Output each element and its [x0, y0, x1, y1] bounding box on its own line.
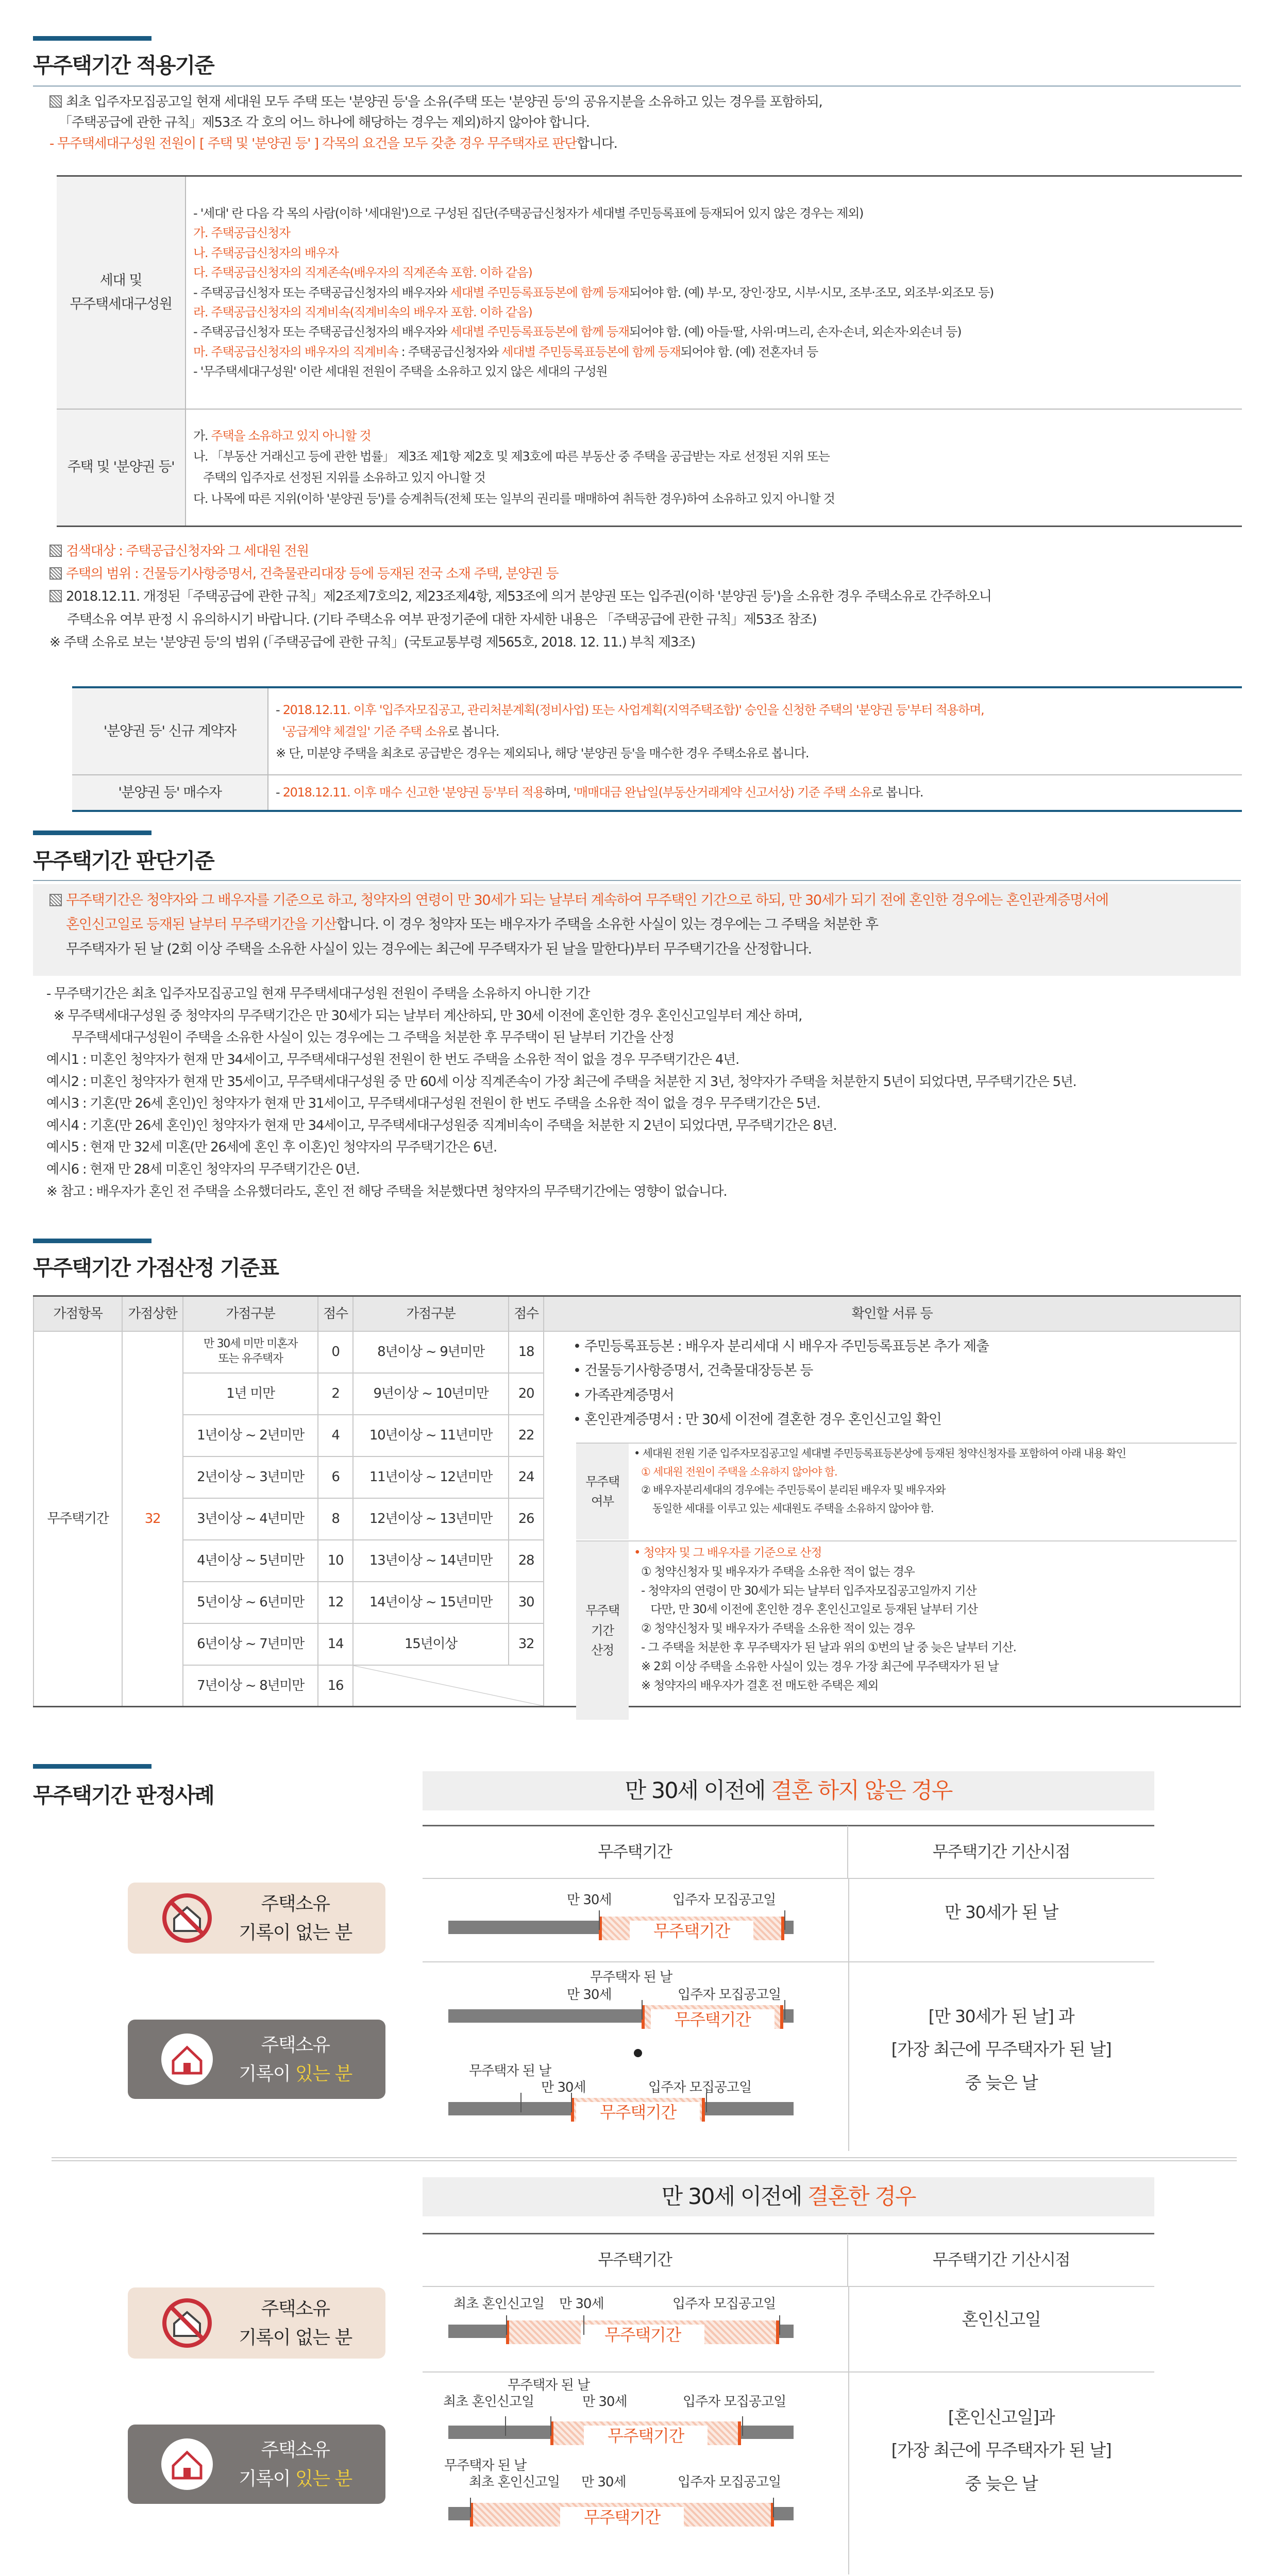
timeline-tick	[470, 2498, 471, 2517]
no-house-icon	[159, 2295, 215, 2351]
no-house-icon-svg	[159, 1890, 215, 1946]
hh-line	[193, 283, 1235, 302]
txt: 되어야 함. (예) 부·모, 장인·장모, 시부·시모, 조부·조모, 외조부·외조모 등)	[629, 285, 994, 300]
badge-line: 주택소유	[261, 2298, 330, 2319]
score-cell: 16	[318, 1665, 353, 1707]
example-line: 예시3 : 기혼(만 26세 혼인)인 청약자가 현재 만 31세이고, 무주택세대구성원 전원이 한 번도 주택을 소유한 적이 없을 경우 무주택기간은 5년.	[46, 1096, 820, 1112]
q1-line	[276, 721, 1235, 742]
doc-line: ② 배우자분리세대의 경우에는 주민등록이 분리된 배우자 및 배우자와	[641, 1484, 946, 1497]
txt: 결혼 하지 않은 경우	[771, 1778, 952, 1804]
section-bar	[33, 36, 152, 41]
section-title-2: 무주택기간 판단기준	[33, 849, 214, 873]
became-no-label: 무주택자 된 날	[590, 1970, 672, 1985]
notice-label: 입주자 모집공고일	[648, 2080, 752, 2095]
score-cell: 30	[509, 1582, 544, 1623]
house-icon-svg	[159, 2031, 215, 2088]
section-title-3: 무주택기간 가점산정 기준표	[33, 1256, 278, 1280]
col-header: 가점상한	[122, 1296, 183, 1331]
table-header-row	[33, 1296, 1240, 1331]
txt: 주택을 소유하고 있지 아니할 것	[211, 428, 371, 443]
house-line: 나. 「부동산 거래신고 등에 관한 법률」 제3조 제1항 제2호 및 제3호에 따른 부동산 중 주택을 공급받는 자로 선정된 지위 또는	[193, 449, 830, 464]
result-married-has-house	[849, 2401, 1153, 2500]
badge-no-house-1	[128, 1883, 385, 1954]
txt: 중 늦은 날	[965, 2072, 1038, 2093]
badge-line: 기록이 없는 분	[239, 1922, 352, 1943]
table-row	[72, 687, 1242, 775]
timeline-tick	[520, 2093, 521, 2112]
result-unmarried-no-house: 만 30세가 된 날	[945, 1902, 1058, 1922]
badge-line	[205, 2060, 385, 2089]
empty-cell	[353, 1665, 544, 1707]
hatch-square-icon	[49, 567, 62, 580]
example-line: 예시5 : 현재 만 32세 미혼(만 26세에 혼인 후 이혼)인 청약자의 무주택기간은 6년.	[46, 1140, 497, 1156]
txt: 혼인신고일로 등재된 날부터 무주택기간을 기산	[66, 917, 336, 933]
timeline-tick	[506, 2315, 507, 2335]
doc-item: • 혼인관계증명서 : 만 30세 이전에 결혼한 경우 혼인신고일 확인	[573, 1411, 941, 1428]
txt: 로 봅니다.	[871, 785, 923, 800]
range-cell: 1년이상 ~ 2년미만	[183, 1415, 318, 1456]
table-row	[57, 176, 1242, 409]
col-header: 무주택기간 기산시점	[932, 2250, 1070, 2269]
score-cell: 2	[318, 1373, 353, 1415]
txt: 되어야 함. (예) 아들·딸, 사위·며느리, 손자·손녀, 외손자·외손녀 등)	[629, 325, 962, 340]
range-cell: 7년이상 ~ 8년미만	[183, 1665, 318, 1707]
doc-line: 다만, 만 30세 이전에 혼인한 경우 혼인신고일로 등재된 날부터 기산	[641, 1603, 978, 1617]
doc-line: - 청약자의 연령이 만 30세가 되는 날부터 입주자모집공고일까지 기산	[641, 1584, 977, 1598]
txt: - 주택공급신청자 또는 주택공급신청자의 배우자와	[193, 325, 450, 340]
txt: [가장 최근에 무주택자가 된 날]	[891, 2039, 1112, 2060]
row-content-house	[186, 409, 1242, 527]
score-cell: 4	[318, 1415, 353, 1456]
hh-line: - '무주택세대구성원' 이란 세대원 전원이 주택을 소유하고 있지 않은 세대의 구성원	[193, 364, 608, 379]
notice-label: 입주자 모집공고일	[683, 2394, 786, 2410]
period-label: 무주택기간	[630, 1921, 753, 1942]
txt: 세대별 주민등록표등본에 함께 등재	[450, 285, 629, 300]
timeline-tick	[773, 2498, 774, 2517]
timeline-tick	[784, 2000, 785, 2020]
txt: [만 30세가 된 날] 과	[928, 2006, 1074, 2026]
judgement-line-3: 무주택자가 된 날 (2회 이상 주택을 소유한 사실이 있는 경우에는 최근에 무주택자가 된 날을 말한다)부터 무주택기간을 산정합니다.	[66, 941, 812, 957]
col-header: 점수	[509, 1296, 544, 1331]
range-cell: 11년이상 ~ 12년미만	[353, 1456, 509, 1498]
doc-box-label: 무주택 기간 산정	[576, 1541, 629, 1720]
age30-label: 만 30세	[559, 2296, 604, 2312]
hatch-square-icon	[49, 894, 62, 906]
timeline-tick	[599, 1910, 600, 1930]
doc-line: ※ 청약자의 배우자가 결혼 전 매도한 주택은 제외	[641, 1679, 879, 1692]
note-1: 검색대상 : 주택공급신청자와 그 세대원 전원	[66, 544, 309, 559]
doc-item: • 건물등기사항증명서, 건축물대장등본 등	[573, 1363, 813, 1379]
notice-label: 입주자 모집공고일	[672, 1892, 776, 1908]
txt: [가장 최근에 무주택자가 된 날]	[891, 2440, 1112, 2461]
score-cell: 8	[318, 1498, 353, 1540]
col-header: 가점항목	[33, 1296, 122, 1331]
badge-line: 주택소유	[261, 2439, 330, 2461]
table-row	[72, 775, 1242, 811]
range-cell: 6년이상 ~ 7년미만	[183, 1623, 318, 1665]
badge-line: 기록이 없는 분	[239, 2327, 352, 2348]
result-unmarried-has-house	[849, 2000, 1153, 2099]
col-header: 점수	[318, 1296, 353, 1331]
q1-line: ※ 단, 미분양 주택을 최초로 공급받은 경우는 제외되나, 해당 '분양권 등'을 매수한 경우 주택소유로 봅니다.	[276, 745, 809, 760]
txt: [혼인신고일]과	[948, 2407, 1055, 2427]
txt: 만 30세 이전에	[625, 1778, 771, 1804]
no-house-period	[506, 2320, 779, 2344]
criteria-intro	[49, 92, 1260, 154]
badge-has-house-2	[128, 2425, 385, 2504]
hh-line: 다. 주택공급신청자의 직계존속(배우자의 직계존속 포함. 이하 같음)	[193, 265, 532, 280]
intro-line-3-tail: 합니다.	[577, 135, 617, 151]
result-married-no-house: 혼인신고일	[962, 2309, 1041, 2329]
doc-line: ① 청약신청자 및 배우자가 주택을 소유한 적이 없는 경우	[641, 1565, 915, 1579]
no-house-icon	[159, 1890, 215, 1946]
range-cell: 14년이상 ~ 15년미만	[353, 1582, 509, 1623]
notice-label: 입주자 모집공고일	[672, 2296, 776, 2312]
row-content-buyer	[268, 775, 1242, 811]
example-line: ※ 무주택세대구성원 중 청약자의 무주택기간은 만 30세가 되는 날부터 계산하되, 만 30세 이전에 혼인한 경우 혼인신고일부터 계산 하며,	[46, 1008, 802, 1024]
case-table-unmarried	[423, 1825, 1154, 2149]
score-cell: 0	[318, 1331, 353, 1373]
doc-box-content	[629, 1444, 1131, 1539]
no-house-icon-svg	[159, 2295, 215, 2351]
example-line: ※ 참고 : 배우자가 혼인 전 주택을 소유했더라도, 혼인 전 해당 주택을 처분했다면 청약자의 무주택기간에는 영향이 없습니다.	[46, 1183, 727, 1199]
hatch-square-icon	[49, 590, 62, 602]
txt: 기록이	[239, 2468, 295, 2489]
txt: 하며,	[544, 785, 574, 800]
table-row	[57, 409, 1242, 527]
badge-line: 주택소유	[261, 2035, 330, 2056]
section-title-4: 무주택기간 판정사례	[33, 1783, 214, 1808]
hh-line: - '세대' 란 다음 각 목의 사람(이하 '세대원')으로 구성된 집단(주택공급신청자가 세대별 주민등록표에 등재되어 있지 않은 경우는 제외)	[193, 206, 864, 221]
note-3: 2018.12.11. 개정된「주택공급에 관한 규칙」제2조제7호의2, 제23조제4항, 제53조에 의거 분양권 또는 입주권(이하 '분양권 등')을 소유한 경우 주택소유로 간주하오니	[66, 589, 991, 605]
notice-label: 입주자 모집공고일	[678, 1987, 781, 2003]
doc-line: • 세대원 전원 기준 입주자모집공고일 세대별 주민등록표등본상에 등재된 청약신청자를 포함하여 아래 내용 확인	[634, 1447, 1126, 1460]
doc-box-label: 무주택 여부	[576, 1444, 629, 1539]
docs-list	[573, 1334, 1238, 1432]
hh-line: 나. 주택공급신청자의 배우자	[193, 245, 339, 260]
hatch-square-icon	[49, 95, 62, 108]
became-no-label: 무주택자 된 날	[508, 2378, 590, 2393]
hatch-square-icon	[49, 545, 62, 557]
marriage-label: 최초 혼인신고일	[443, 2394, 534, 2410]
example-line: 예시1 : 미혼인 청약자가 현재 만 34세이고, 무주택세대구성원 전원이 한 번도 주택을 소유한 적이 없을 경우 무주택기간은 4년.	[46, 1052, 739, 1067]
case-title-married	[423, 2177, 1154, 2216]
section-bar	[33, 1764, 152, 1769]
house-icon-svg	[159, 2436, 215, 2493]
doc-line: ① 세대원 전원이 주택을 소유하지 않아야 함.	[641, 1465, 837, 1478]
range-cell: 13년이상 ~ 14년미만	[353, 1540, 509, 1582]
txt: 2018.12.11. 이후 '입주자모집공고, 관리처분계획(정비사업) 또는 사업계획(지역주택조합)' 승인을 신청한 주택의 '분양권 등'부터 적용하며,	[282, 702, 984, 717]
age30-label: 만 30세	[582, 2394, 627, 2410]
case-title-unmarried	[423, 1771, 1154, 1810]
example-line: - 무주택기간은 최초 입주자모집공고일 현재 무주택세대구성원 전원이 주택을 소유하지 아니한 기간	[46, 986, 590, 1002]
txt: 결혼한 경우	[807, 2184, 916, 2210]
divider	[423, 2371, 1154, 2372]
became-no-label: 무주택자 된 날	[444, 2458, 527, 2473]
range-cell: 1년 미만	[183, 1373, 318, 1415]
score-cell: 22	[509, 1415, 544, 1456]
section-bar	[33, 831, 152, 835]
examples-list	[46, 983, 1257, 1202]
period-label: 무주택기간	[560, 2507, 684, 2529]
timeline-tick	[583, 2315, 584, 2335]
timeline-tick	[642, 2000, 643, 2020]
doc-line: ※ 2회 이상 주택을 소유한 사실이 있는 경우 가장 최근에 무주택자가 된 날	[641, 1659, 999, 1673]
range-cell: 3년이상 ~ 4년미만	[183, 1498, 318, 1540]
score-cell: 28	[509, 1540, 544, 1582]
marker-dot	[634, 2049, 642, 2057]
no-house-period	[599, 1917, 784, 1940]
score-cell: 18	[509, 1331, 544, 1373]
range-cell: 15년이상	[353, 1623, 509, 1665]
txt: 로 봅니다.	[447, 724, 499, 739]
no-house-period	[571, 2098, 705, 2122]
timeline-tick	[742, 2416, 743, 2436]
case-header	[423, 2234, 1154, 2287]
score-cell: 6	[318, 1456, 353, 1498]
age30-label: 만 30세	[581, 2475, 626, 2490]
doc-line: ② 청약신청자 및 배우자가 주택을 소유한 적이 있는 경우	[641, 1622, 915, 1636]
col-header: 무주택기간	[423, 2234, 848, 2286]
period-label: 무주택기간	[584, 2426, 708, 2447]
label-text: 세대 및 무주택세대구성원	[70, 272, 172, 312]
txt: '매매대금 완납일(부동산거래계약 신고서상) 기준 주택 소유	[573, 785, 872, 800]
doc-box-content	[629, 1541, 1021, 1720]
col-header: 확인할 서류 등	[544, 1296, 1240, 1331]
label-text: 주택 및 '분양권 등'	[67, 459, 175, 476]
notes-block	[49, 540, 1260, 654]
criteria-table	[57, 175, 1242, 527]
separator	[52, 2157, 1237, 2161]
score-cell: 10	[318, 1540, 353, 1582]
no-house-period	[642, 2005, 783, 2029]
no-house-period	[550, 2421, 741, 2445]
section-bar	[33, 1239, 152, 1243]
hh-line	[193, 342, 1235, 362]
house-line: 다. 나목에 따른 지위(이하 '분양권 등')를 승계취득(전체 또는 일부의 권리를 매매하여 취득한 경우)하여 소유하고 있지 아니할 것	[193, 492, 835, 506]
txt: 세대별 주민등록표등본에 함께 등재	[450, 325, 629, 340]
col-header: 가점구분	[353, 1296, 509, 1331]
range-cell: 만 30세 미만 미혼자 또는 유주택자	[183, 1331, 318, 1373]
txt: 마. 주택공급신청자의 배우자의 직계비속	[193, 344, 398, 359]
score-cell: 12	[318, 1582, 353, 1623]
txt: 되어야 함. (예) 전혼자녀 등	[680, 344, 818, 359]
row-content-new-contract	[268, 687, 1242, 775]
timeline-tick	[505, 2416, 506, 2436]
range-cell: 9년이상 ~ 10년미만	[353, 1373, 509, 1415]
example-line: 무주택세대구성원이 주택을 소유한 사실이 있는 경우에는 그 주택을 처분한 후 무주택이 된 날부터 기간을 산정	[46, 1030, 674, 1046]
txt: : 주택공급신청자와	[398, 344, 502, 359]
house-icon	[159, 2031, 215, 2088]
hh-line	[193, 322, 1235, 342]
doc-item: • 주민등록표등본 : 배우자 분리세대 시 배우자 주민등록표등본 추가 제출	[573, 1338, 989, 1354]
note-2: 주택의 범위 : 건물등기사항증명서, 건축물관리대장 등에 등재된 전국 소재 주택, 분양권 등	[66, 566, 559, 582]
badge-line: 주택소유	[261, 1893, 330, 1914]
row-content-household	[186, 176, 1242, 409]
house-icon	[159, 2436, 215, 2493]
badge-no-house-2	[128, 2287, 385, 2359]
age30-label: 만 30세	[567, 1987, 612, 2003]
doc-line: 동일한 세대를 이루고 있는 세대원도 주택을 소유하지 않아야 함.	[641, 1502, 934, 1515]
intro-line-1: 최초 입주자모집공고일 현재 세대원 모두 주택 또는 '분양권 등'을 소유(주택 또는 '분양권 등'의 공유지분을 소유하고 있는 경우를 포함하되,	[66, 94, 822, 110]
badge-line	[205, 2465, 385, 2494]
intro-line-2: 「주택공급에 관한 규칙」제53조 각 호의 어느 하나에 해당하는 경우는 제외)하지 않아야 합니다.	[59, 115, 590, 131]
example-line: 예시6 : 현재 만 28세 미혼인 청약자의 무주택기간은 0년.	[46, 1162, 360, 1177]
age30-label: 만 30세	[541, 2080, 586, 2095]
txt: '공급계약 체결일' 기준 주택 소유	[276, 724, 448, 739]
doc-box-ownership	[576, 1443, 1237, 1539]
range-cell: 4년이상 ~ 5년미만	[183, 1540, 318, 1582]
max-cell: 32	[122, 1331, 183, 1707]
marriage-label: 최초 혼인신고일	[469, 2475, 560, 2490]
range-cell: 12년이상 ~ 13년미만	[353, 1498, 509, 1540]
badge-has-house-1	[128, 2020, 385, 2099]
no-house-period	[470, 2503, 774, 2527]
doc-line: - 그 주택을 처분한 후 무주택자가 된 날과 위의 ①번의 날 중 늦은 날부터 기산.	[641, 1640, 1016, 1654]
intro-line-3-highlight: - 무주택세대구성원 전원이 [ 주택 및 '분양권 등' ] 각목의 요건을 모두 갖춘 경우 무주택자로 판단	[49, 135, 577, 151]
score-cell: 26	[509, 1498, 544, 1540]
col-header: 가점구분	[183, 1296, 318, 1331]
txt: 합니다. 이 경우 청약자 또는 배우자가 주택을 소유한 사실이 있는 경우에는 그 주택을 처분한 후	[336, 917, 878, 933]
doc-line: • 청약자 및 그 배우자를 기준으로 산정	[634, 1546, 822, 1560]
score-cell: 14	[318, 1623, 353, 1665]
txt: 중 늦은 날	[965, 2473, 1038, 2494]
range-cell: 5년이상 ~ 6년미만	[183, 1582, 318, 1623]
txt: 2018.12.11. 이후 매수 신고한 '분양권 등'부터 적용	[282, 785, 545, 800]
house-line	[193, 426, 1235, 447]
age30-label: 만 30세	[567, 1892, 612, 1908]
row-label-buyer: '분양권 등' 매수자	[72, 775, 268, 811]
timeline-tick	[784, 1910, 785, 1930]
doc-item: • 가족관계증명서	[573, 1387, 674, 1403]
range-cell: 2년이상 ~ 3년미만	[183, 1456, 318, 1498]
timeline-tick	[550, 2416, 551, 2436]
judgement-line-1: 무주택기간은 청약자와 그 배우자를 기준으로 하고, 청약자의 연령이 만 30세가 되는 날부터 계속하여 무주택인 기간으로 하되, 만 30세가 되기 전에 혼인한 경우에는 혼인관계증명서에	[66, 892, 1108, 908]
txt: - 주택공급신청자 또는 주택공급신청자의 배우자와	[193, 285, 450, 300]
section-title-1: 무주택기간 적용기준	[33, 53, 214, 78]
period-label: 무주택기간	[576, 2102, 700, 2124]
txt: 만 30세 이전에	[661, 2184, 808, 2210]
hh-line: 라. 주택공급신청자의 직계비속(직계비속의 배우자 포함. 이하 같음)	[193, 304, 532, 319]
range-cell: 10년이상 ~ 11년미만	[353, 1415, 509, 1456]
notice-label: 입주자 모집공고일	[678, 2475, 781, 2490]
presale-table	[72, 686, 1242, 812]
col-header: 무주택기간	[423, 1826, 848, 1878]
example-line: 예시2 : 미혼인 청약자가 현재 만 35세이고, 무주택세대구성원 중 만 60세 이상 직계존속이 가장 최근에 주택을 처분한 지 3년, 청약자가 주택을 처분한지 5년이 되었다면, 무주택기간은 5년.	[46, 1074, 1076, 1090]
q1-line	[276, 699, 1235, 721]
txt: 있는 분	[295, 2063, 352, 2084]
txt: -	[276, 702, 283, 717]
score-cell: 32	[509, 1623, 544, 1665]
row-label-house	[57, 409, 186, 527]
timeline-tick	[779, 2315, 780, 2335]
txt: 가.	[193, 428, 211, 443]
divider	[423, 1961, 1154, 1962]
marriage-label: 최초 혼인신고일	[453, 2296, 545, 2312]
doc-box-period	[576, 1540, 1237, 1720]
txt: 있는 분	[295, 2468, 352, 2489]
hh-line: 가. 주택공급신청자	[193, 226, 290, 241]
note-5: ※ 주택 소유로 보는 '분양권 등'의 범위 (「주택공급에 관한 규칙」(국토교통부령 제565호, 2018. 12. 11.) 부칙 제3조)	[49, 634, 695, 650]
period-label: 무주택기간	[581, 2325, 704, 2346]
case-header	[423, 1826, 1154, 1879]
title-underline	[33, 86, 1241, 87]
range-cell: 8년이상 ~ 9년미만	[353, 1331, 509, 1373]
note-4: 주택소유 여부 판정 시 유의하시기 바랍니다. (기타 주택소유 여부 판정기준에 대한 자세한 내용은 「주택공급에 관한 규칙」제53조 참조)	[67, 612, 817, 628]
txt: -	[276, 785, 283, 800]
txt: 기록이	[239, 2063, 295, 2084]
title-underline	[33, 880, 1241, 881]
period-label: 무주택기간	[651, 2009, 775, 2031]
row-label-new-contract: '분양권 등' 신규 계약자	[72, 687, 268, 775]
item-cell: 무주택기간	[33, 1331, 122, 1707]
txt: 세대별 주민등록표등본에 함께 등재	[501, 344, 681, 359]
judgement-box	[33, 884, 1241, 976]
score-cell: 20	[509, 1373, 544, 1415]
example-line: 예시4 : 기혼(만 26세 혼인)인 청약자가 현재 만 34세이고, 무주택세대구성원중 직계비속이 주택을 처분한 지 2년이 되었다면, 무주택기간은 8년.	[46, 1117, 837, 1133]
col-header: 무주택기간 기산시점	[932, 1842, 1070, 1861]
house-line: 주택의 입주자로 선정된 지위를 소유하고 있지 아니할 것	[193, 470, 485, 485]
row-label-household	[57, 176, 186, 409]
score-cell: 24	[509, 1456, 544, 1498]
became-no-label: 무주택자 된 날	[469, 2063, 551, 2079]
